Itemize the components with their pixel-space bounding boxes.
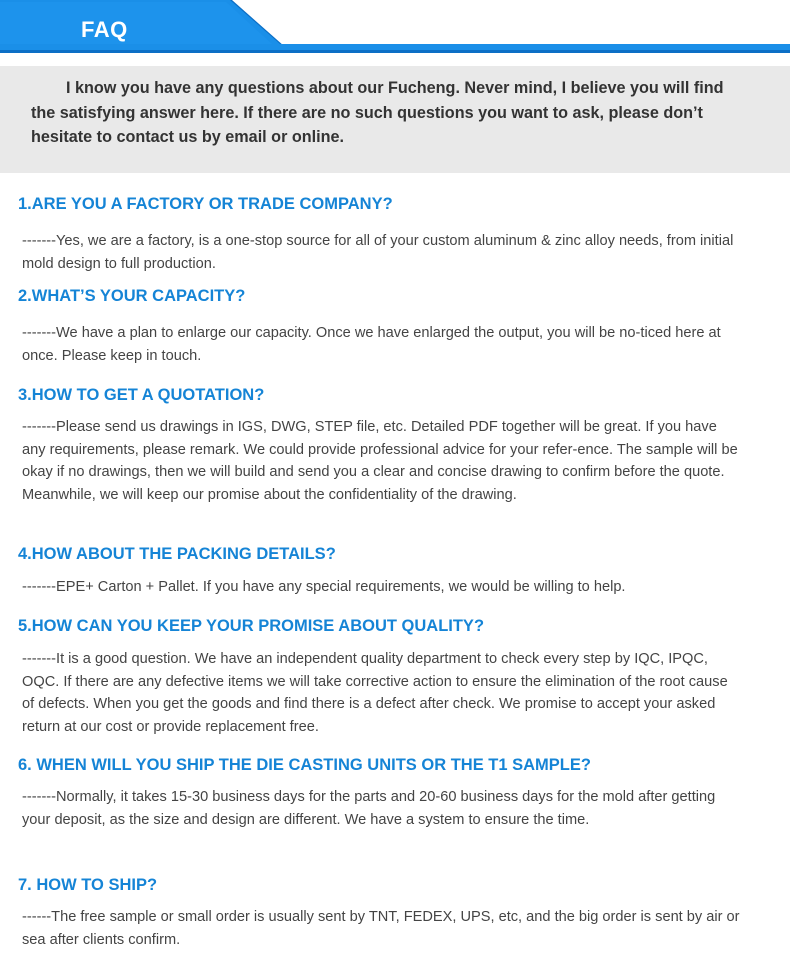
faq-answer-6: -------Normally, it takes 15-30 business days for the parts and 20-60 business days for the mold after getting your deposit, as the size and design are different. We have a system to ensure the time.: [22, 789, 716, 828]
faq-answer-3: -------Please send us drawings in IGS, DWG, STEP file, etc. Detailed PDF together will be great. If you have any requirements, please remark. We could provide professional advice for your refer-ence. The sample will be okay if no drawings, then we will build and send you a clear and concise drawing to confirm before the quote. Meanwhile, we will keep our promise about the confidentiality of the drawing.: [22, 419, 738, 503]
faq-question-1: 1.ARE YOU A FACTORY OR TRADE COMPANY?: [18, 195, 393, 213]
faq-question-6: 6. WHEN WILL YOU SHIP THE DIE CASTING UNITS OR THE T1 SAMPLE?: [18, 756, 591, 774]
faq-question-7: 7. HOW TO SHIP?: [18, 876, 158, 894]
faq-answer-2: -------We have a plan to enlarge our capacity. Once we have enlarged the output, you will be no-ticed here at once. Please keep in touch.: [22, 325, 721, 364]
faq-header-band: [0, 0, 790, 56]
intro-text: I know you have any questions about our Fucheng. Never mind, I believe you will find the satisfying answer here. If there are no such questions you want to ask, please don’t hesitate to contact us by email or online.: [31, 79, 724, 146]
faq-question-4: 4.HOW ABOUT THE PACKING DETAILS?: [18, 545, 336, 563]
faq-answer-1: -------Yes, we are a factory, is a one-stop source for all of your custom aluminum & zinc alloy needs, from initial mold design to full production.: [22, 233, 734, 272]
faq-answer-4: -------EPE+ Carton + Pallet. If you have any special requirements, we would be willing to help.: [22, 579, 626, 595]
faq-question-2: 2.WHAT’S YOUR CAPACITY?: [18, 287, 246, 305]
faq-question-5: 5.HOW CAN YOU KEEP YOUR PROMISE ABOUT QUALITY?: [18, 617, 485, 635]
faq-question-3: 3.HOW TO GET A QUOTATION?: [18, 386, 265, 404]
page-title: FAQ: [81, 17, 128, 42]
faq-answer-7: ------The free sample or small order is usually sent by TNT, FEDEX, UPS, etc, and the big order is sent by air or sea after clients confirm.: [22, 909, 740, 948]
faq-answer-5: -------It is a good question. We have an independent quality department to check every step by IQC, IPQC, OQC. If there are any defective items we will take corrective action to ensure the elimination of the root cause of defects. When you get the goods and find there is a defect after check. We promise to accept your asked return at our cost or provide replacement free.: [22, 651, 728, 735]
